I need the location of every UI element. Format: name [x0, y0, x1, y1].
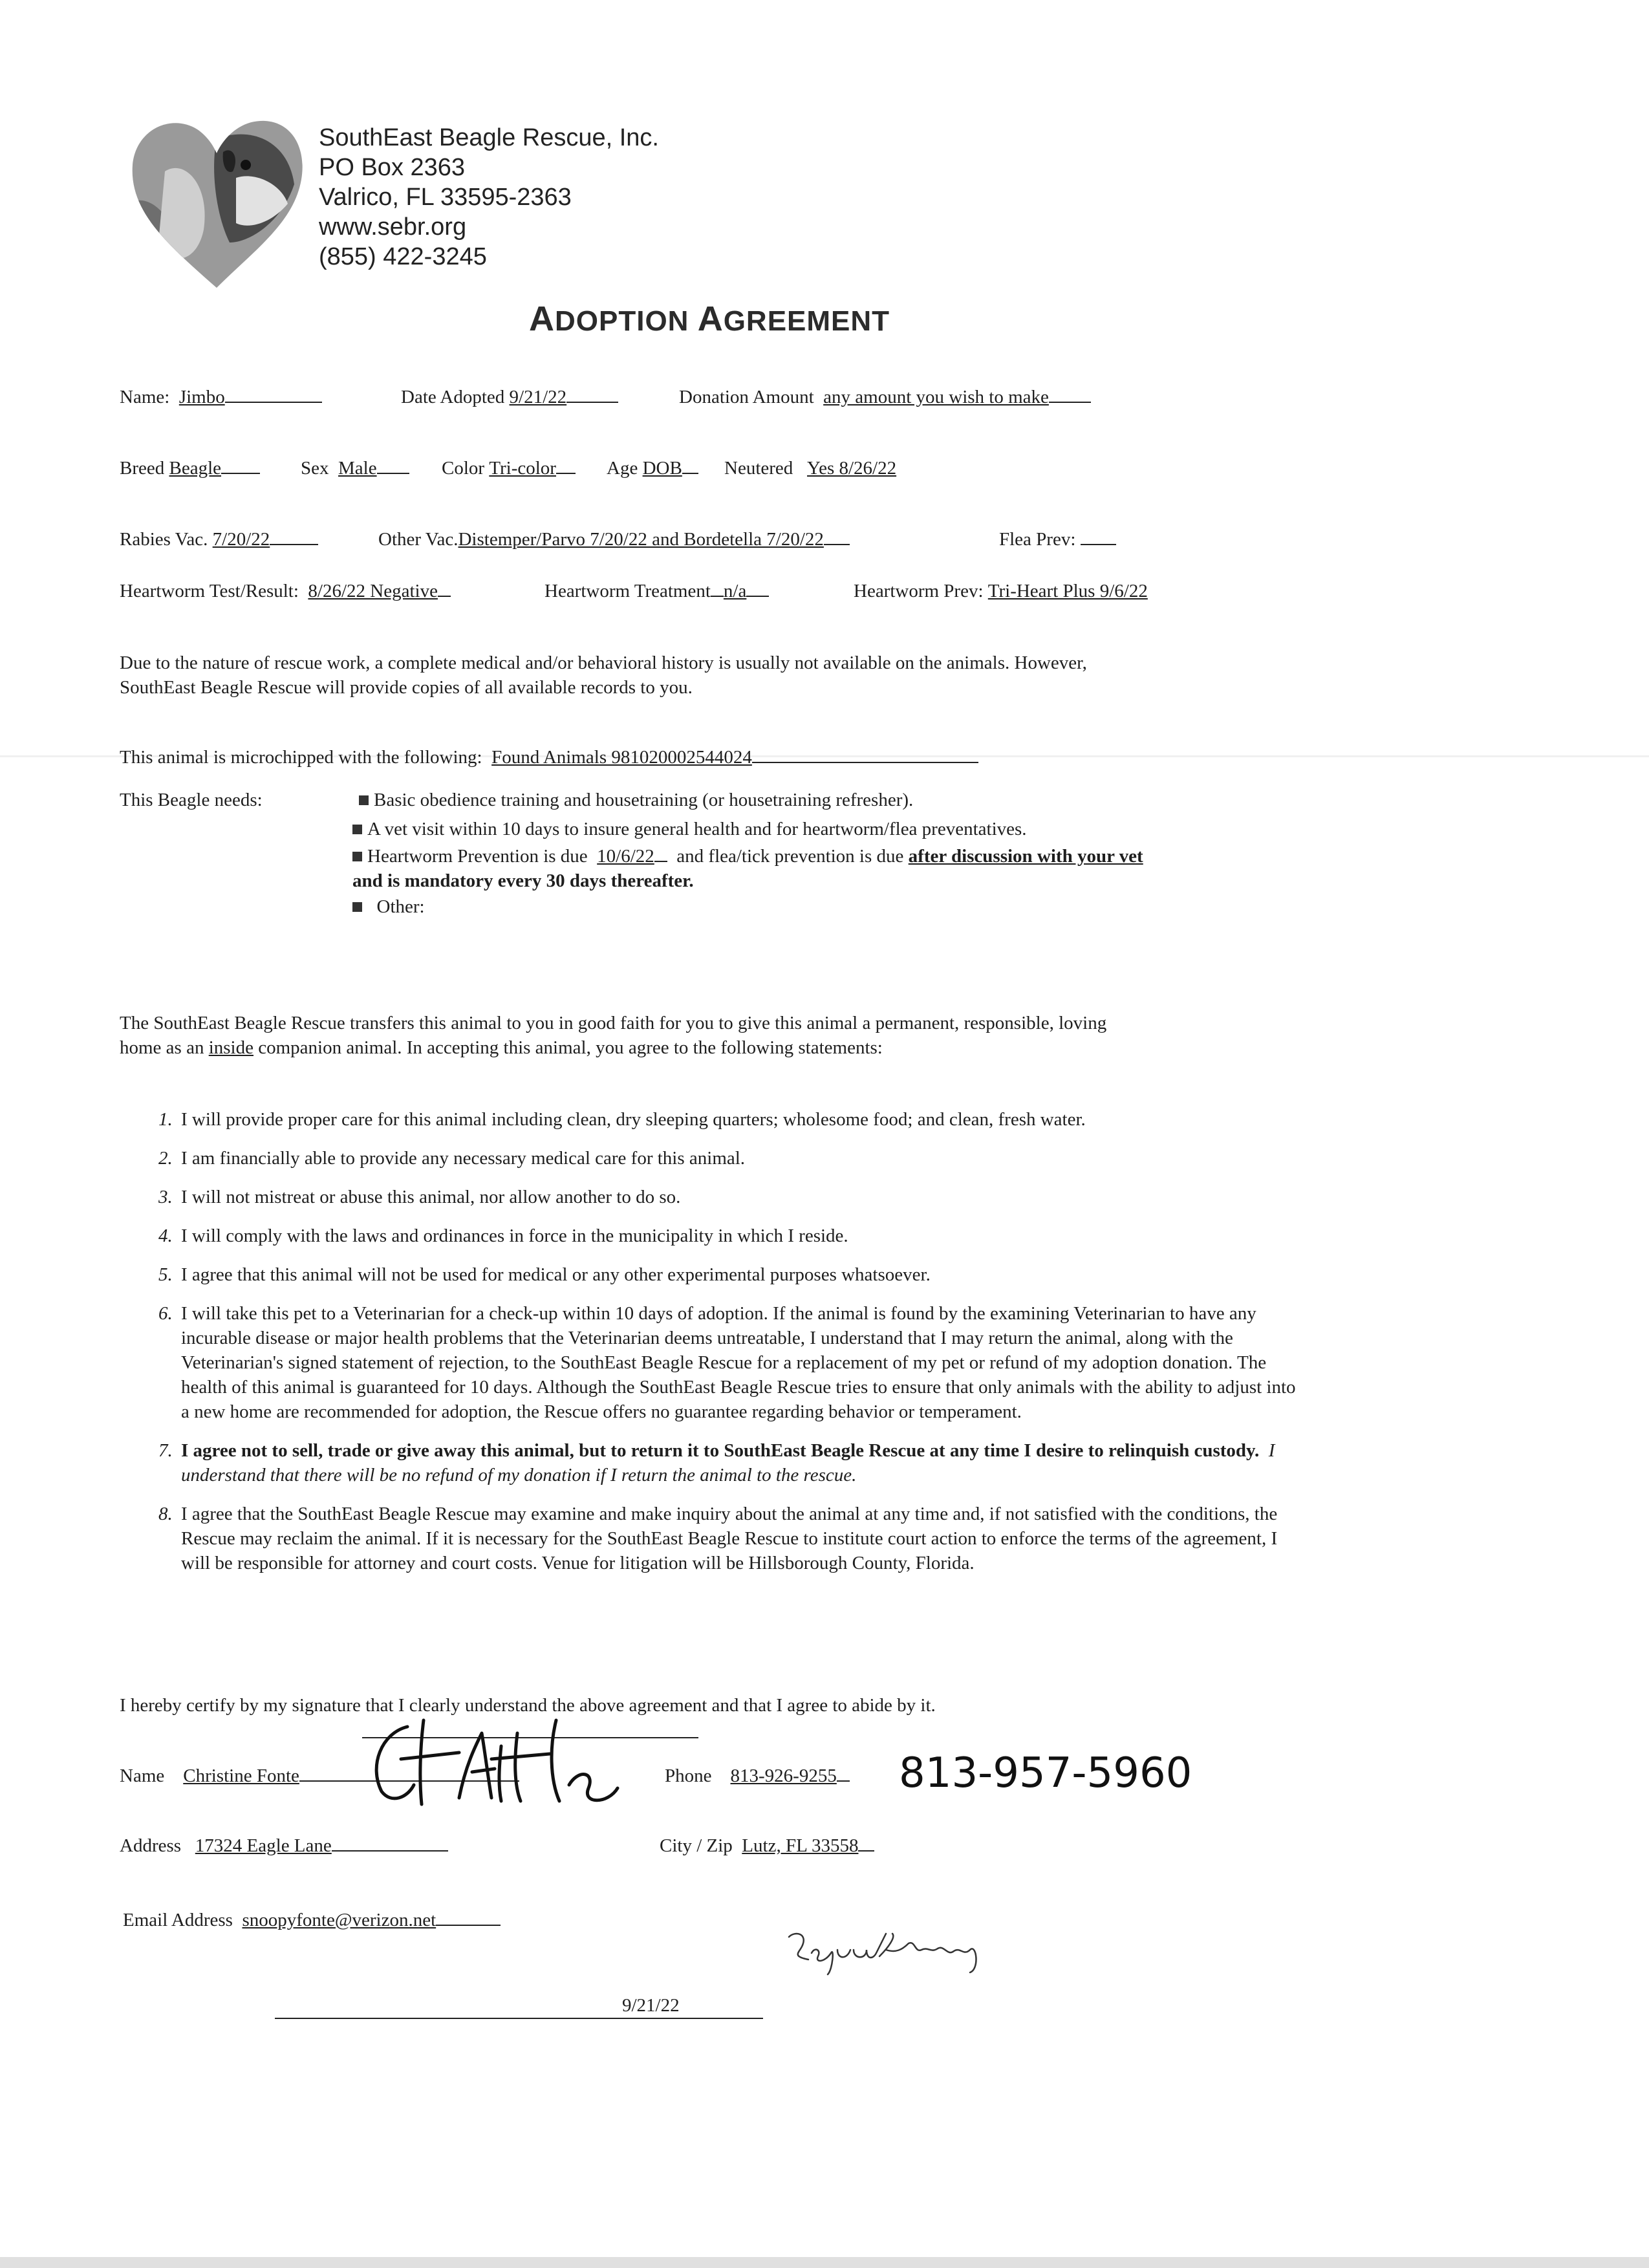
certify-statement: I hereby certify by my signature that I clearly understand the above agreement and that I agree to abide by it. [120, 1695, 936, 1716]
color-field: Color Tri-color [442, 456, 576, 481]
org-city: Valrico, FL 33595-2363 [319, 184, 572, 211]
heartworm-prev-field: Heartworm Prev: Tri-Heart Plus 9/6/22 [854, 581, 1148, 601]
heartworm-test-field: Heartworm Test/Result: 8/26/22 Negative [120, 579, 451, 603]
signature-date: 9/21/22 [622, 1995, 680, 2016]
list-item: 4. I will comply with the laws and ordinances in force in the municipality in which I reside. [158, 1226, 848, 1246]
name-field: Name: Jimbo [120, 385, 322, 409]
org-po-box: PO Box 2363 [319, 154, 466, 181]
scan-edge [0, 2257, 1649, 2268]
donation-field: Donation Amount any amount you wish to make [679, 385, 1091, 409]
date-adopted-field: Date Adopted 9/21/22 [401, 385, 618, 409]
needs-item-vet-visit: A vet visit within 10 days to insure general health and for heartworm/flea preventatives. [352, 817, 1027, 841]
rabies-field: Rabies Vac. 7/20/22 [120, 527, 318, 552]
sex-field: Sex Male [301, 456, 409, 481]
heartworm-treatment-field: Heartworm Treatment n/a [544, 579, 769, 603]
neutered-field: Neutered Yes 8/26/22 [724, 458, 897, 479]
needs-item-heartworm: Heartworm Prevention is due 10/6/22 and flea/tick prevention is due after discussion with your vet [352, 844, 1143, 869]
adopter-address-field: Address 17324 Eagle Lane [120, 1833, 448, 1858]
adopter-name-field: Name Christine Fonte [120, 1764, 519, 1788]
heart-logo-icon [126, 113, 307, 294]
list-item: 7. I agree not to sell, trade or give away this animal, but to return it to SouthEast Beagle Rescue at any time I desire to relinquish custody. I understand that there will be no refund of my donation if I return the animal to the rescue. [158, 1440, 1275, 1485]
list-item: 1. I will provide proper care for this animal including clean, dry sleeping quarters; wholesome food; and clean, fresh water. [158, 1109, 1086, 1130]
transfer-line-2: home as an inside companion animal. In accepting this animal, you agree to the following statements: [120, 1037, 883, 1058]
representative-signature-image [782, 1924, 1002, 1976]
age-field: Age DOB [607, 456, 698, 481]
list-item: 3. I will not mistreat or abuse this animal, nor allow another to do so. [158, 1187, 681, 1207]
org-website: www.sebr.org [319, 213, 467, 241]
flea-prev-field: Flea Prev: [999, 527, 1116, 552]
page-title: ADOPTION AGREEMENT [529, 299, 890, 338]
needs-item-other: Other: [352, 894, 425, 919]
breed-field: Breed Beagle [120, 456, 260, 481]
list-item: 8. I agree that the SouthEast Beagle Rescue may examine and make inquiry about the animal at any time and, if not satisfied with the conditions, the Rescue may reclaim the animal. If it is necessary for the SouthEast Beagle Rescue to institute court action to enforce the terms of the agreement, I will be responsible for attorney and court costs. Venue for litigation will be Hillsborough County, Florida. [158, 1504, 1278, 1573]
other-vac-field: Other Vac.Distemper/Parvo 7/20/22 and Bordetella 7/20/22 [378, 527, 850, 552]
org-name: SouthEast Beagle Rescue, Inc. [319, 124, 659, 151]
checkbox-icon [352, 852, 362, 861]
checkbox-icon [352, 825, 362, 834]
statements-list [158, 1107, 1297, 1590]
needs-item-obedience: Basic obedience training and housetraining (or housetraining refresher). [359, 788, 913, 812]
adopter-email-field: Email Address snoopyfonte@verizon.net [123, 1908, 501, 1932]
checkbox-icon [359, 795, 369, 805]
adopter-cityzip-field: City / Zip Lutz, FL 33558 [660, 1833, 874, 1858]
history-line-1: Due to the nature of rescue work, a complete medical and/or behavioral history is usually not available on the animals. However, [120, 653, 1087, 673]
list-item: 6. I will take this pet to a Veterinarian for a check-up within 10 days of adoption. If the animal is found by the examining Veterinarian to have any incurable disease or major health problems that the Veterinarian deems untreatable, I understand that I may return the animal, along with the Veterinarian's signed statement of rejection, to the SouthEast Beagle Rescue for a replacement of my pet or refund of my adoption donation. The health of this animal is guaranteed for 10 days. Although the SouthEast Beagle Rescue tries to ensure that only animals with the ability to adjust into a new home are recommended for adoption, the Rescue offers no guarantee regarding behavior or temperament. [158, 1303, 1296, 1422]
transfer-line-1: The SouthEast Beagle Rescue transfers this animal to you in good faith for you to give this animal a permanent, responsible, loving [120, 1013, 1107, 1033]
list-item: 5. I agree that this animal will not be used for medical or any other experimental purposes whatsoever. [158, 1264, 931, 1285]
date-line [275, 2018, 763, 2019]
microchip-field: This animal is microchipped with the following: Found Animals 981020002544024 [120, 745, 978, 770]
needs-item-heartworm-line-2: and is mandatory every 30 days thereafter. [352, 870, 694, 891]
checkbox-icon [352, 902, 362, 912]
history-line-2: SouthEast Beagle Rescue will provide copies of all available records to you. [120, 677, 693, 698]
org-phone: (855) 422-3245 [319, 243, 487, 270]
adopter-signature-image [362, 1707, 621, 1817]
handwritten-phone: 813-957-5960 [899, 1749, 1192, 1797]
list-item: 2. I am financially able to provide any necessary medical care for this animal. [158, 1148, 746, 1169]
adopter-phone-field: Phone 813-926-9255 [665, 1764, 850, 1788]
needs-label: This Beagle needs: [120, 790, 263, 810]
